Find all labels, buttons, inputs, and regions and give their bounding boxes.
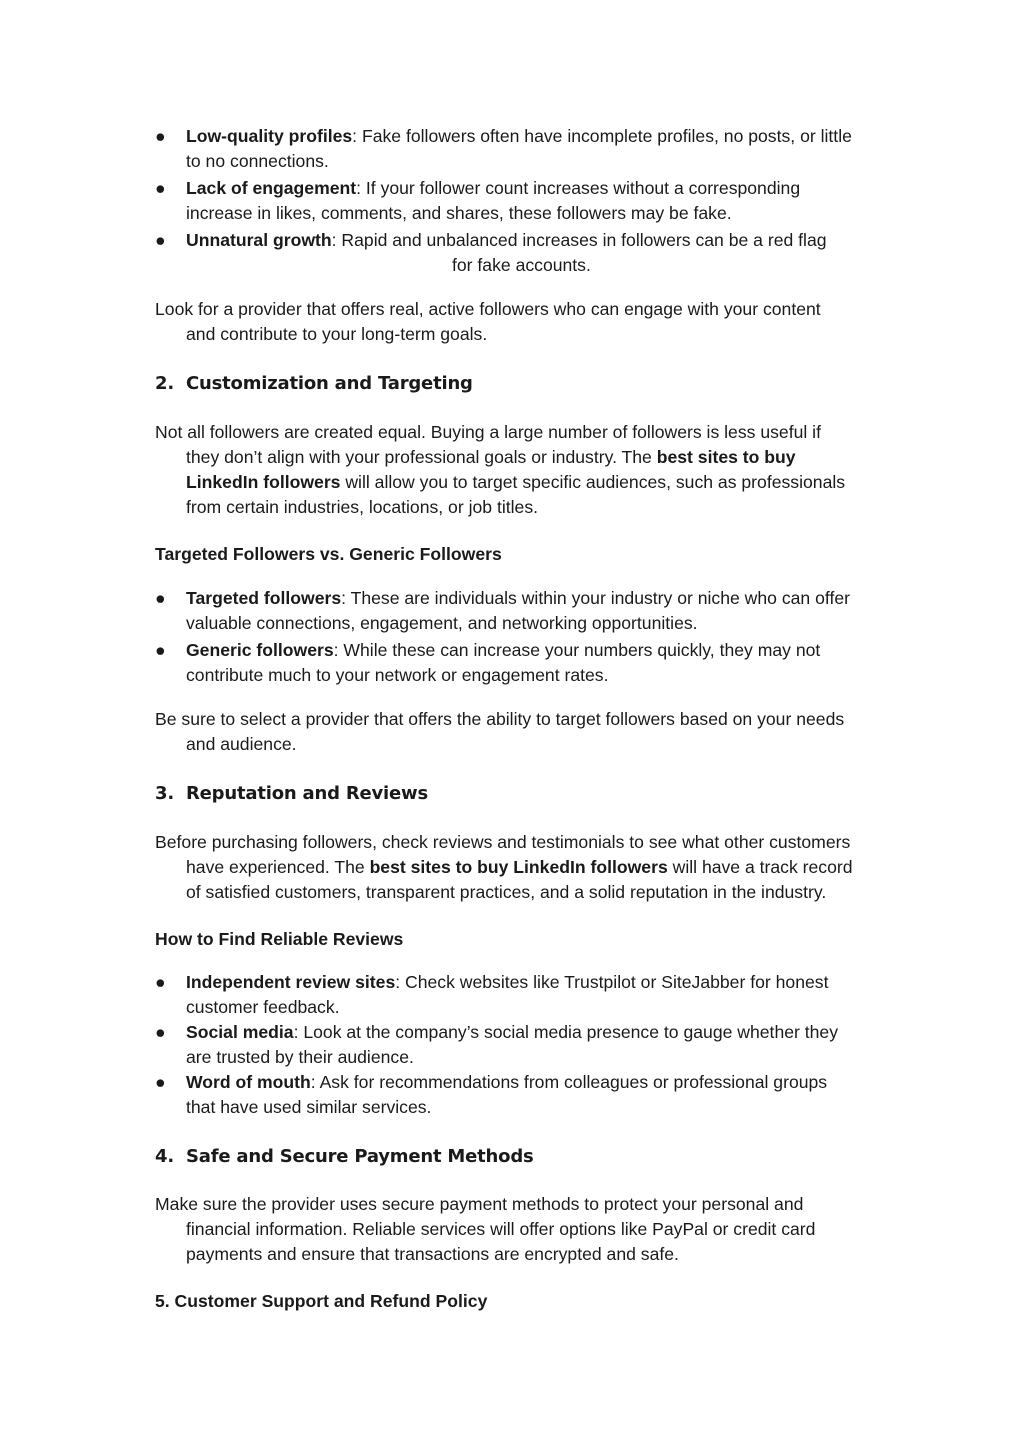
paragraph-line: Before purchasing followers, check reviews and testimonials to see what other customers (155, 832, 851, 852)
section-number: 3. (155, 783, 174, 804)
bullet-term: Low-quality profiles (186, 126, 353, 146)
bullet-text-continued: to no connections. (186, 151, 329, 171)
bullet-icon: ● (155, 1072, 166, 1092)
bullet-text: : Rapid and unbalanced increases in followers can be a red flag (331, 230, 827, 250)
bullet-text-continued: increase in likes, comments, and shares, these followers may be fake. (186, 203, 732, 223)
paragraph-text: they don’t align with your professional goals or industry. The (186, 447, 657, 467)
bullet-term: Social media (186, 1022, 294, 1042)
bullet-icon: ● (155, 230, 166, 250)
paragraph-line: financial information. Reliable services will offer options like PayPal or credit card (186, 1219, 816, 1239)
paragraph-line: Make sure the provider uses secure payment methods to protect your personal and (155, 1194, 804, 1214)
section-heading (155, 781, 428, 806)
section-heading (155, 371, 473, 396)
section-number: 4. (155, 1146, 174, 1167)
bullet-text: : These are individuals within your industry or niche who can offer (341, 588, 850, 608)
paragraph-line: from certain industries, locations, or job titles. (186, 497, 539, 517)
paragraph-line: of satisfied customers, transparent practices, and a solid reputation in the industry. (186, 882, 827, 902)
paragraph-line: and contribute to your long-term goals. (186, 324, 488, 344)
paragraph-text: have experienced. The (186, 857, 370, 877)
bullet-text-continued: for fake accounts. (452, 255, 591, 275)
paragraph (155, 297, 915, 347)
bullet-text: : Check websites like Trustpilot or SiteJabber for honest (395, 972, 829, 992)
paragraph (155, 1192, 915, 1267)
bullet-icon: ● (155, 178, 166, 198)
paragraph-line: and audience. (186, 734, 297, 754)
subsection-heading: 5. Customer Support and Refund Policy (155, 1291, 488, 1311)
bullet-icon: ● (155, 972, 166, 992)
bullet-text: : Fake followers often have incomplete profiles, no posts, or little (352, 126, 852, 146)
bullet-icon: ● (155, 126, 166, 146)
section-number: 2. (155, 373, 174, 394)
subsection-heading: Targeted Followers vs. Generic Followers (155, 544, 502, 564)
bullet-text-continued: that have used similar services. (186, 1097, 432, 1117)
bullet-icon: ● (155, 1022, 166, 1042)
bullet-term: Targeted followers (186, 588, 342, 608)
paragraph-text: will allow you to target specific audiences, such as professionals (340, 472, 846, 492)
bullet-text: : If your follower count increases without a corresponding (356, 178, 801, 198)
section-title: Safe and Secure Payment Methods (186, 1146, 534, 1167)
paragraph-line: Not all followers are created equal. Buying a large number of followers is less useful if (155, 422, 821, 442)
paragraph-line: payments and ensure that transactions are encrypted and safe. (186, 1244, 679, 1264)
bullet-term: Unnatural growth (186, 230, 332, 250)
section-title: Reputation and Reviews (186, 783, 428, 804)
bullet-term: Generic followers (186, 640, 334, 660)
bullet-text: : Look at the company’s social media presence to gauge whether they (293, 1022, 839, 1042)
paragraph-bold-text: best sites to buy (656, 447, 796, 467)
section-heading (155, 1144, 534, 1169)
bullet-text-continued: customer feedback. (186, 997, 340, 1017)
section-title: Customization and Targeting (186, 373, 473, 394)
paragraph-bold-text: best sites to buy LinkedIn followers (369, 857, 668, 877)
bullet-term: Word of mouth (186, 1072, 311, 1092)
bullet-icon: ● (155, 588, 166, 608)
subsection-heading: How to Find Reliable Reviews (155, 929, 404, 949)
paragraph-bold-text: LinkedIn followers (186, 472, 341, 492)
bullet-text: : Ask for recommendations from colleagues or professional groups (310, 1072, 828, 1092)
bullet-text-continued: valuable connections, engagement, and networking opportunities. (186, 613, 698, 633)
bullet-icon: ● (155, 640, 166, 660)
paragraph (155, 830, 915, 905)
bullet-term: Lack of engagement (186, 178, 357, 198)
bullet-text-continued: contribute much to your network or engagement rates. (186, 665, 609, 685)
bullet-text: : While these can increase your numbers quickly, they may not (333, 640, 821, 660)
bullet-term: Independent review sites (186, 972, 396, 992)
paragraph-text: will have a track record (667, 857, 853, 877)
paragraph-line: Be sure to select a provider that offers the ability to target followers based on your needs (155, 709, 845, 729)
paragraph (155, 707, 915, 757)
paragraph (155, 420, 915, 520)
bullet-text-continued: are trusted by their audience. (186, 1047, 414, 1067)
paragraph-line: Look for a provider that offers real, active followers who can engage with your content (155, 299, 821, 319)
